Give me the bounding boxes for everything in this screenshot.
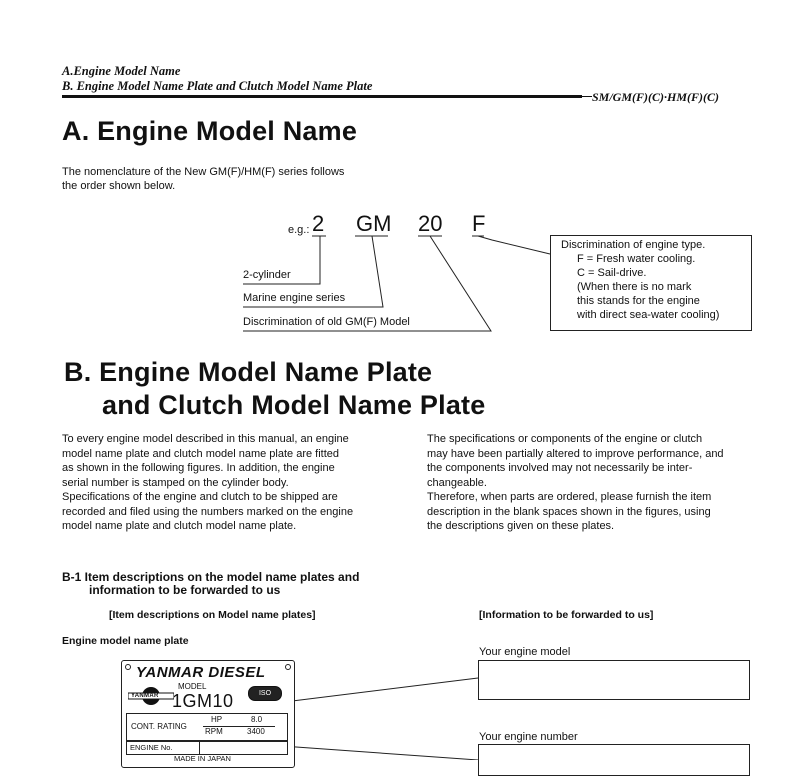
section-a-intro-1: The nomenclature of the New GM(F)/HM(F) series follows — [62, 166, 345, 178]
iso-badge-text: ISO — [258, 690, 272, 697]
label-series: Marine engine series — [243, 292, 346, 304]
plate-brand: YANMAR DIESEL — [136, 664, 266, 681]
field-label-engine-model: Your engine model — [479, 646, 571, 658]
plate-engine-no-divider — [199, 742, 200, 754]
text-line: model name plate and clutch model name plate. — [62, 520, 297, 532]
text-line: Therefore, when parts are ordered, please furnish the item — [427, 491, 712, 503]
engine-type-line: (When there is no mark — [577, 281, 692, 293]
engine-number-input[interactable] — [478, 744, 750, 776]
text-line: recorded and filed using the numbers marked on the engine — [62, 505, 354, 518]
example-label: e.g.: — [288, 224, 310, 236]
engine-type-line: C = Sail-drive. — [577, 267, 647, 279]
plate-model-value: 1GM10 — [172, 691, 234, 711]
section-b-right-text — [427, 432, 751, 534]
plate-rpm-label: RPM — [205, 727, 223, 736]
header-line-1: A.Engine Model Name — [62, 64, 181, 78]
field-label-engine-number: Your engine number — [479, 731, 578, 743]
plate-engine-no-row — [126, 741, 288, 755]
plate-engine-no-label: ENGINE No. — [130, 743, 173, 752]
left-column-head: [Item descriptions on Model name plates] — [109, 609, 316, 621]
text-line: description in the blank spaces shown in the figures, using — [427, 505, 711, 518]
model-part-output: 20 — [418, 211, 443, 236]
plate-rating-block — [126, 713, 288, 741]
plate-hp-label: HP — [211, 715, 223, 724]
model-part-cylinders: 2 — [312, 211, 325, 236]
model-part-series: GM — [356, 211, 392, 236]
plate-rating-label: CONT. RATING — [131, 722, 187, 731]
header-model-range: SM/GM(F)(C)·HM(F)(C) — [592, 90, 720, 104]
text-line: changeable. — [427, 476, 487, 489]
section-b-title-2: and Clutch Model Name Plate — [102, 390, 486, 420]
plate-corner-dot — [285, 664, 291, 670]
engine-type-line: with direct sea-water cooling) — [577, 309, 720, 321]
engine-type-line: Discrimination of engine type. — [561, 239, 706, 251]
section-a-intro-2: the order shown below. — [62, 180, 176, 192]
section-b1-title-1: B-1 Item descriptions on the model name plates and — [62, 570, 360, 584]
plate-corner-dot — [125, 664, 131, 670]
plate-caption: Engine model name plate — [62, 635, 189, 647]
label-old-model: Discrimination of old GM(F) Model — [243, 316, 410, 328]
text-line: The specifications or components of the engine or clutch — [427, 433, 703, 445]
header-line-2: B. Engine Model Name Plate and Clutch Model Name Plate — [62, 79, 373, 93]
label-cylinders: 2-cylinder — [243, 269, 291, 281]
text-line: Specifications of the engine and clutch to be shipped are — [62, 491, 338, 503]
plate-model-label: MODEL — [178, 682, 207, 691]
plate-rpm-value: 3400 — [247, 727, 265, 736]
section-a-title: A. Engine Model Name — [62, 116, 358, 146]
text-line: serial number is stamped on the cylinder body. — [62, 476, 289, 489]
text-line: may have been partially altered to improve performance, and — [427, 447, 724, 460]
plate-rating-divider — [203, 726, 275, 727]
text-line: model name plate and clutch model name plate are fitted — [62, 447, 339, 460]
engine-model-input[interactable] — [478, 660, 750, 700]
engine-type-line: F = Fresh water cooling. — [577, 253, 696, 265]
plate-hp-value: 8.0 — [251, 715, 263, 724]
engine-name-plate — [121, 660, 295, 768]
section-b-title-1: B. Engine Model Name Plate — [64, 357, 433, 387]
text-line: as shown in the following figures. In addition, the engine — [62, 462, 335, 474]
yanmar-logo-text: YANMAR — [131, 693, 159, 699]
section-b1-title-2: information to be forwarded to us — [89, 583, 281, 597]
text-line: the components involved may not necessarily be inter- — [427, 462, 693, 474]
text-line: the descriptions given on these plates. — [427, 520, 615, 532]
section-b-left-text — [62, 432, 386, 534]
model-part-type: F — [472, 211, 486, 236]
engine-type-line: this stands for the engine — [577, 295, 700, 307]
iso-badge-icon — [248, 686, 282, 701]
plate-made-in: MADE IN JAPAN — [174, 754, 231, 763]
right-column-head: [Information to be forwarded to us] — [479, 609, 654, 621]
text-line: To every engine model described in this manual, an engine — [62, 433, 349, 445]
